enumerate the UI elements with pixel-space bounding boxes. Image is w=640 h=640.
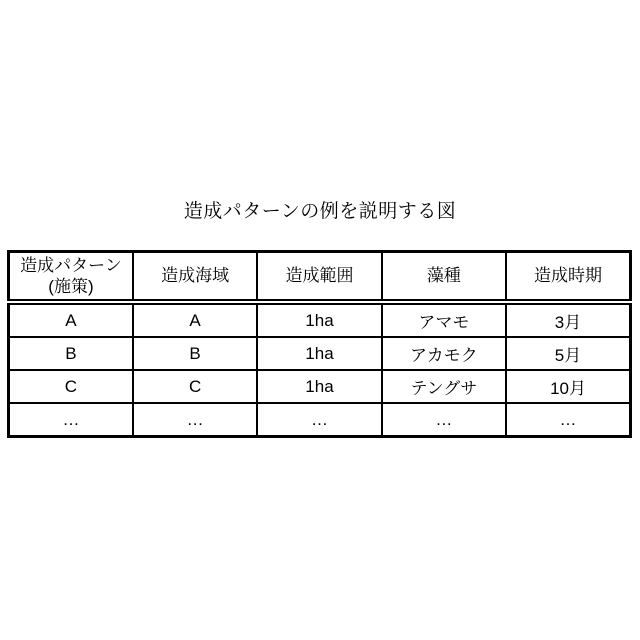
cell-period: …	[506, 403, 630, 437]
figure-caption: 造成パターンの例を説明する図	[183, 201, 457, 222]
header-row	[9, 252, 631, 303]
cell-algae-species: アマモ	[382, 302, 506, 337]
table-header	[9, 252, 631, 303]
cell-period: 10月	[506, 370, 630, 403]
column-header-pattern	[9, 252, 133, 303]
cell-sea-area: A	[133, 302, 257, 337]
cell-sea-area: …	[133, 403, 257, 437]
table-row-ellipsis	[9, 403, 631, 437]
cell-range: 1ha	[257, 337, 381, 370]
table-row	[9, 370, 631, 403]
cell-pattern: B	[9, 337, 133, 370]
column-header-label: 造成パターン	[20, 255, 122, 275]
table-row	[9, 302, 631, 337]
cell-range: 1ha	[257, 370, 381, 403]
column-header-sublabel: (施策)	[48, 277, 94, 296]
cell-period: 3月	[506, 302, 630, 337]
cell-pattern: …	[9, 403, 133, 437]
cell-range: 1ha	[257, 302, 381, 337]
cell-pattern: A	[9, 302, 133, 337]
cell-period: 5月	[506, 337, 630, 370]
creation-pattern-table	[7, 250, 632, 438]
table-row	[9, 337, 631, 370]
column-header-label: 造成海域	[161, 266, 230, 286]
cell-algae-species: アカモク	[382, 337, 506, 370]
column-header-period	[506, 252, 630, 303]
column-header-algae-species	[382, 252, 506, 303]
table-body	[9, 302, 631, 437]
cell-sea-area: B	[133, 337, 257, 370]
cell-algae-species: …	[382, 403, 506, 437]
cell-algae-species: テングサ	[382, 370, 506, 403]
cell-range: …	[257, 403, 381, 437]
column-header-label: 藻種	[426, 266, 461, 286]
cell-sea-area: C	[133, 370, 257, 403]
column-header-label: 造成時期	[534, 266, 603, 286]
cell-pattern: C	[9, 370, 133, 403]
column-header-label: 造成範囲	[285, 266, 354, 286]
column-header-sea-area	[133, 252, 257, 303]
column-header-range	[257, 252, 381, 303]
